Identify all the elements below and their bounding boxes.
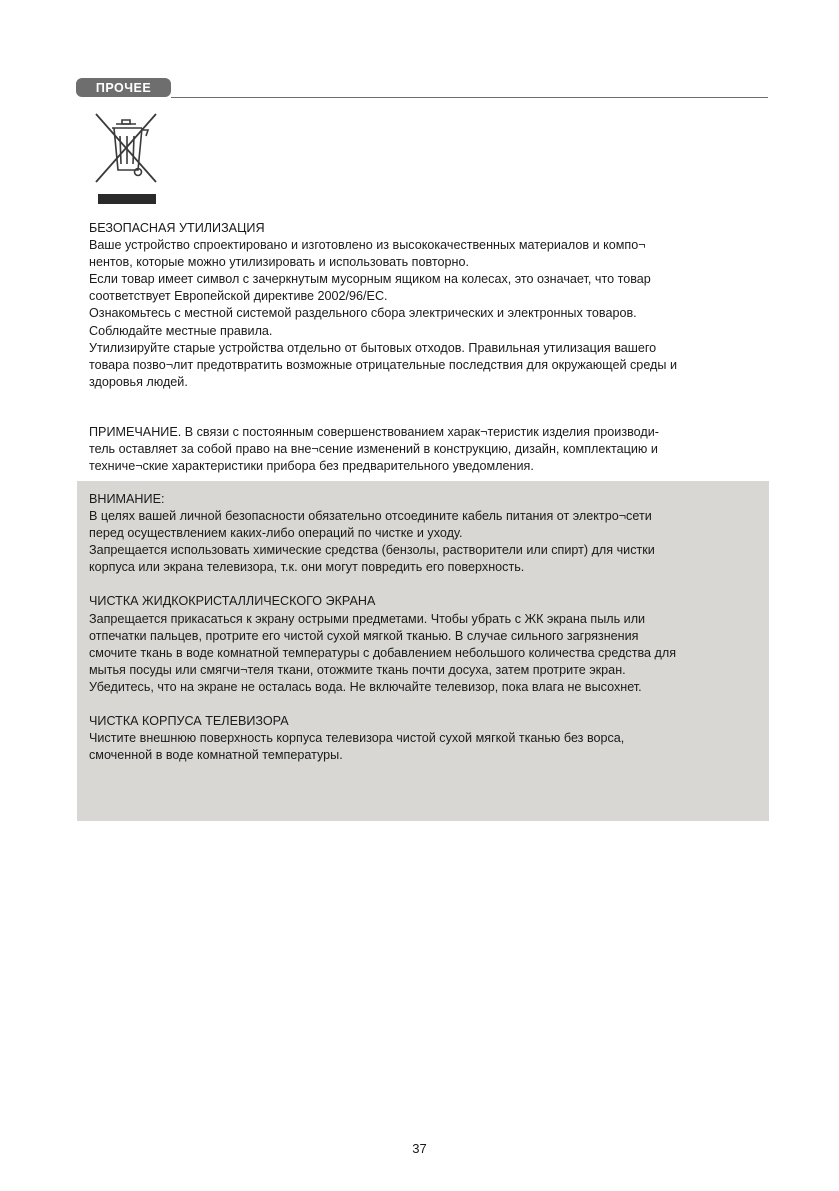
section-divider <box>171 97 768 98</box>
section-header <box>76 78 768 98</box>
safe-disposal-title: БЕЗОПАСНАЯ УТИЛИЗАЦИЯ <box>89 221 265 235</box>
attention-line: корпуса или экрана телевизора, т.к. они могут повредить его поверхность. <box>89 560 525 575</box>
attention-box <box>77 481 769 821</box>
disposal-line: Соблюдайте местные правила. <box>89 323 273 338</box>
attention-title: ВНИМАНИЕ: <box>89 492 165 506</box>
disposal-line: Утилизируйте старые устройства отдельно от бытовых отходов. Правильная утилизация вашего <box>89 340 657 355</box>
page-number: 37 <box>412 1141 427 1156</box>
disposal-line: нентов, которые можно утилизировать и использовать повторно. <box>89 255 470 270</box>
case-cleaning-title: ЧИСТКА КОРПУСА ТЕЛЕВИЗОРА <box>89 714 289 729</box>
note-section <box>89 424 769 475</box>
lcd-cleaning-line: отпечатки пальцев, протрите его чистой сухой мягкой тканью. В случае сильного загрязнения <box>89 628 639 643</box>
lcd-cleaning-line: Запрещается прикасаться к экрану острыми предметами. Чтобы убрать с ЖК экрана пыль или <box>89 611 646 626</box>
crossed-out-wheelie-bin-icon <box>94 110 158 206</box>
note-line: техниче¬ские характеристики прибора без предварительного уведомления. <box>89 459 534 474</box>
disposal-line: товара позво¬лит предотвратить возможные отрицательные последствия для окружающей среды и <box>89 357 677 372</box>
attention-line: Запрещается использовать химические средства (бензолы, растворители или спирт) для чистки <box>89 543 655 558</box>
disposal-line: Ваше устройство спроектировано и изготовлено из высококачественных материалов и компо¬ <box>89 238 646 253</box>
disposal-line: Ознакомьтесь с местной системой раздельного сбора электрических и электронных товаров. <box>89 306 637 321</box>
attention-line: перед осуществлением каких-либо операций по чистке и уходу. <box>89 526 463 541</box>
attention-line: В целях вашей личной безопасности обязательно отсоедините кабель питания от электро¬сети <box>89 509 652 524</box>
disposal-line: здоровья людей. <box>89 374 188 389</box>
case-cleaning-line: смоченной в воде комнатной температуры. <box>89 748 343 763</box>
safe-disposal-section <box>89 220 769 391</box>
disposal-line: Если товар имеет символ с зачеркнутым мусорным ящиком на колесах, это означает, что товар <box>89 272 651 287</box>
disposal-line: соответствует Европейской директиве 2002/96/EC. <box>89 289 388 304</box>
lcd-cleaning-line: смочите ткань в воде комнатной температуры с добавлением небольшого количества средства для <box>89 645 677 660</box>
section-tab: ПРОЧЕЕ <box>76 78 171 97</box>
case-cleaning-line: Чистите внешнюю поверхность корпуса телевизора чистой сухой мягкой тканью без ворса, <box>89 731 625 746</box>
note-line: ПРИМЕЧАНИЕ. В связи с постоянным совершенствованием харак¬теристик изделия производи- <box>89 425 659 439</box>
note-line: тель оставляет за собой право на вне¬сение изменений в конструкцию, дизайн, комплектацию и <box>89 442 658 457</box>
lcd-cleaning-line: мытья посуды или смягчи¬теля ткани, отожмите ткань почти досуха, затем протрите экран. <box>89 662 626 677</box>
lcd-cleaning-line: Убедитесь, что на экране не осталась вода. Не включайте телевизор, пока влага не высохнет. <box>89 679 642 694</box>
lcd-cleaning-title: ЧИСТКА ЖИДКОКРИСТАЛЛИЧЕСКОГО ЭКРАНА <box>89 594 376 609</box>
